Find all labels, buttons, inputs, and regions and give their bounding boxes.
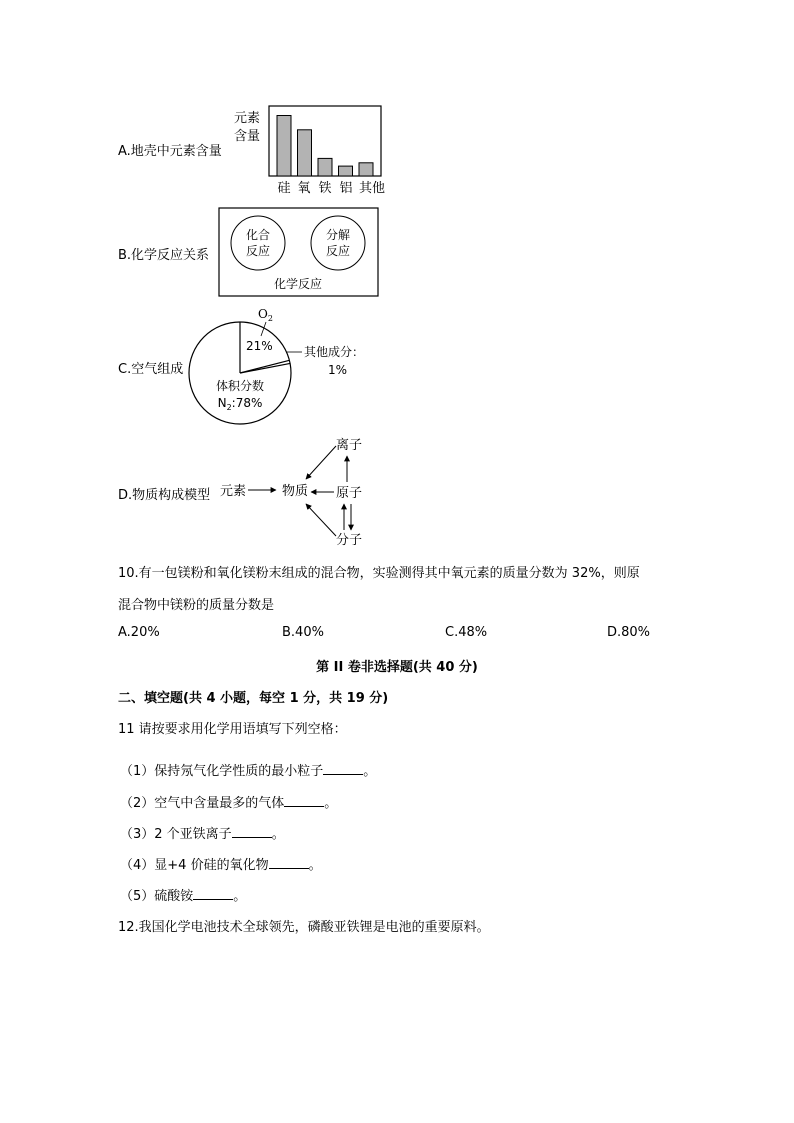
q10-option-b: B.40% <box>282 625 324 640</box>
model-ion: 离子 <box>336 438 363 453</box>
o2-label: $O_2$ <box>258 307 273 323</box>
section-ii-title: 第 II 卷非选择题(共 40 分) <box>316 660 478 675</box>
q10-option-c: C.48% <box>445 625 488 640</box>
decomposition-reaction-circle <box>311 216 365 270</box>
bar-1 <box>298 130 312 176</box>
decomposition-label-1: 分解 <box>325 228 351 242</box>
chemical-reaction-label: 化学反应 <box>273 277 323 291</box>
q11-stem: 11 请按要求用化学用语填写下列空格： <box>118 722 347 737</box>
q11-item-4: （4）显+4 价硅的氧化物 。 <box>120 858 322 873</box>
bar-0 <box>277 116 291 177</box>
category-label-2: 铁 <box>318 181 332 196</box>
volume-fraction-label: 体积分数 <box>215 379 265 393</box>
n2-label: $N_2:78\%$ <box>217 396 263 412</box>
q11-item-2: （2）空气中含量最多的气体 。 <box>120 796 338 811</box>
bar-3 <box>339 166 353 176</box>
q10-option-a: A.20% <box>118 625 160 640</box>
combination-label-2: 反应 <box>245 244 271 258</box>
section-fill-blank-heading: 二、填空题(共 4 小题，每空 1 分，共 19 分) <box>118 691 389 706</box>
q11-item-1: （1）保持氖气化学性质的最小粒子 。 <box>120 764 377 779</box>
option-a-label: A.地壳中元素含量 <box>118 144 222 159</box>
o2-percent: 21% <box>246 339 273 353</box>
q11-item-5: （5）硫酸铵 。 <box>120 889 247 904</box>
bar-4 <box>359 163 373 176</box>
answer-blank[interactable] <box>284 805 324 807</box>
chart-ylabel-1: 元素 <box>233 111 261 126</box>
q10-option-d: D.80% <box>607 625 651 640</box>
model-substance: 物质 <box>282 484 309 499</box>
matter-composition-model <box>214 432 374 550</box>
answer-blank[interactable] <box>193 898 233 900</box>
crust-element-bar-chart <box>228 100 388 200</box>
q11-item-3: （3）2 个亚铁离子 。 <box>120 827 285 842</box>
category-label-0: 硅 <box>277 181 291 196</box>
model-element: 元素 <box>220 484 247 499</box>
category-label-3: 铝 <box>339 181 353 196</box>
category-label-1: 氧 <box>297 181 311 196</box>
q12-stem: 12.我国化学电池技术全球领先，磷酸亚铁锂是电池的重要原料。 <box>118 920 490 935</box>
option-b-label: B.化学反应关系 <box>118 248 210 263</box>
answer-blank[interactable] <box>232 836 272 838</box>
pie-divider-other-end <box>240 363 290 373</box>
arrow-ion-to-substance <box>306 446 336 479</box>
air-composition-pie <box>186 302 376 428</box>
arrow-molecule-to-substance <box>306 504 336 536</box>
q10-stem-line2: 混合物中镁粉的质量分数是 <box>118 598 275 613</box>
option-d-label: D.物质构成模型 <box>118 488 211 503</box>
answer-blank[interactable] <box>323 773 363 775</box>
other-components-label: 其他成分： <box>304 345 365 359</box>
option-c-label: C.空气组成 <box>118 362 184 377</box>
model-atom: 原子 <box>336 486 363 501</box>
reaction-relation-diagram <box>216 206 382 298</box>
combination-label-1: 化合 <box>245 228 271 242</box>
answer-blank[interactable] <box>269 867 309 869</box>
model-molecule: 分子 <box>336 533 363 548</box>
bar-2 <box>318 158 332 176</box>
combination-reaction-circle <box>231 216 285 270</box>
other-components-percent: 1% <box>328 363 348 377</box>
q10-stem-line1: 10.有一包镁粉和氧化镁粉末组成的混合物，实验测得其中氧元素的质量分数为 32%，则原 <box>118 566 640 581</box>
category-label-4: 其他 <box>358 181 386 196</box>
chart-ylabel-2: 含量 <box>233 129 261 144</box>
decomposition-label-2: 反应 <box>325 244 351 258</box>
